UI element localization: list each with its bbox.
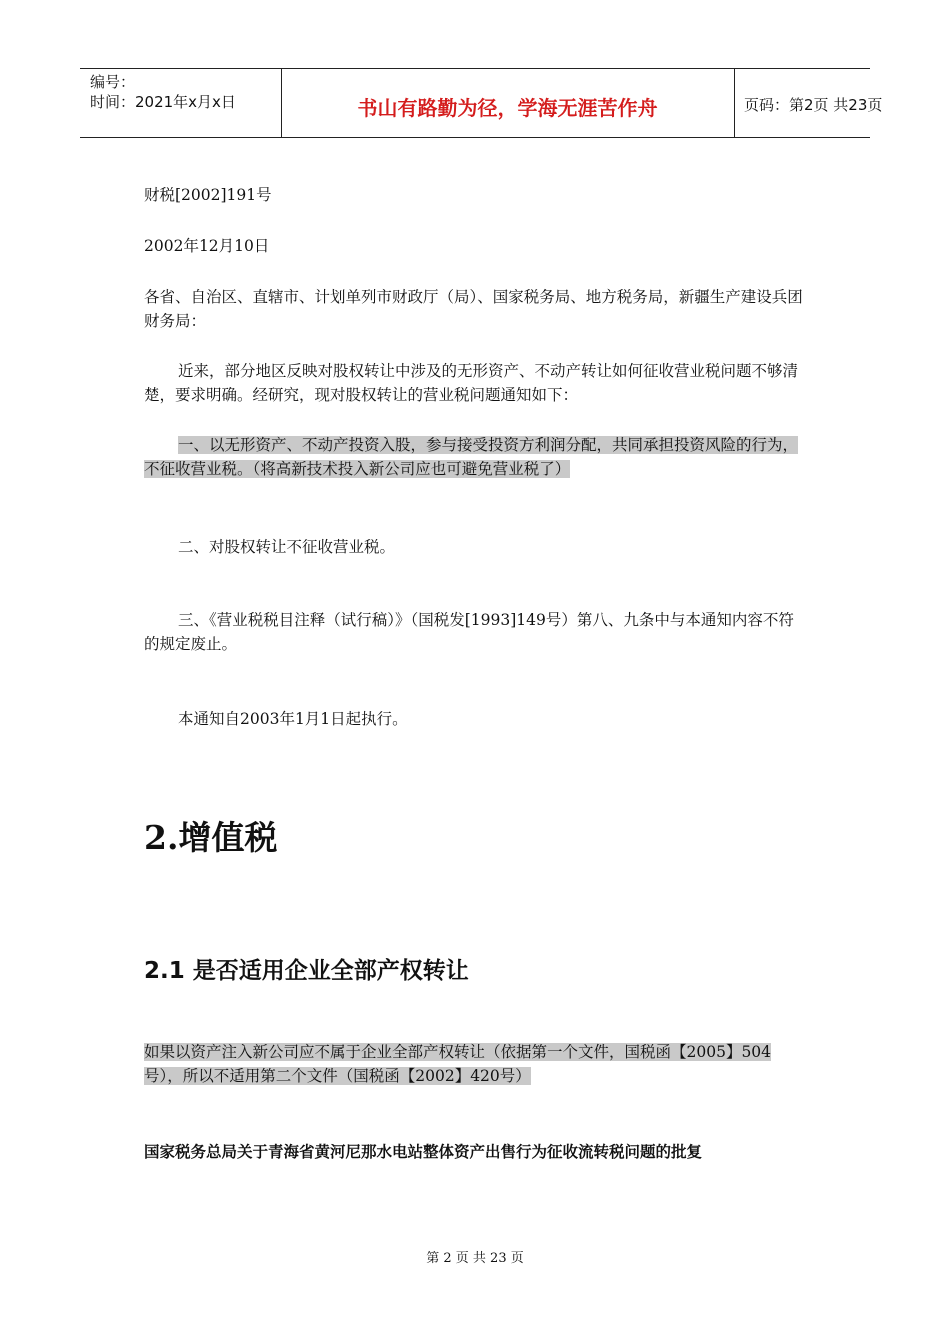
header-page-cell	[734, 69, 883, 137]
doc-item-1	[144, 433, 808, 481]
time-label: 时间：2021年x月x日	[90, 93, 236, 111]
motto: 书山有路勤为径，学海无涯苦作舟	[357, 96, 658, 120]
section-note	[144, 1040, 808, 1088]
doc-intro: 近来，部分地区反映对股权转让中涉及的无形资产、不动产转让如何征收营业税问题不够清楚，要求明确。经研究，现对股权转让的营业税问题通知如下：	[144, 362, 799, 404]
doc-item-3: 三、《营业税税目注释（试行稿）》（国税发[1993]149号）第八、九条中与本通知内容不符的规定废止。	[144, 611, 794, 653]
highlighted-note: 如果以资产注入新公司应不属于企业全部产权转让（依据第一个文件，国税函【2005】504号），所以不适用第二个文件（国税函【2002】420号）	[144, 1043, 772, 1085]
highlighted-text: 一、以无形资产、不动产投资入股，参与接受投资方利润分配，共同承担投资风险的行为，不征收营业税。（将高新技术投入新公司应也可避免营业税了）	[144, 436, 799, 478]
header-table	[80, 68, 883, 138]
reply-title: 国家税务总局关于青海省黄河尼那水电站整体资产出售行为征收流转税问题的批复	[144, 1143, 703, 1161]
section-heading: 2.增值税	[144, 818, 278, 857]
doc-number: 财税[2002]191号	[144, 186, 272, 204]
page-label: 页码：第2页 共23页	[744, 96, 883, 114]
doc-item-2: 二、对股权转让不征收营业税。	[178, 538, 396, 556]
section-subheading: 2.1 是否适用企业全部产权转让	[144, 958, 469, 984]
header-motto-cell	[281, 69, 735, 137]
header-meta-cell	[80, 69, 282, 137]
page-footer: 第 2 页 共 23 页	[426, 1251, 524, 1266]
doc-effective: 本通知自2003年1月1日起执行。	[178, 710, 408, 728]
number-label: 编号：	[90, 73, 136, 91]
doc-recipients: 各省、自治区、直辖市、计划单列市财政厅（局）、国家税务局、地方税务局，新疆生产建设兵团财务局：	[144, 288, 803, 330]
doc-date: 2002年12月10日	[144, 237, 270, 255]
